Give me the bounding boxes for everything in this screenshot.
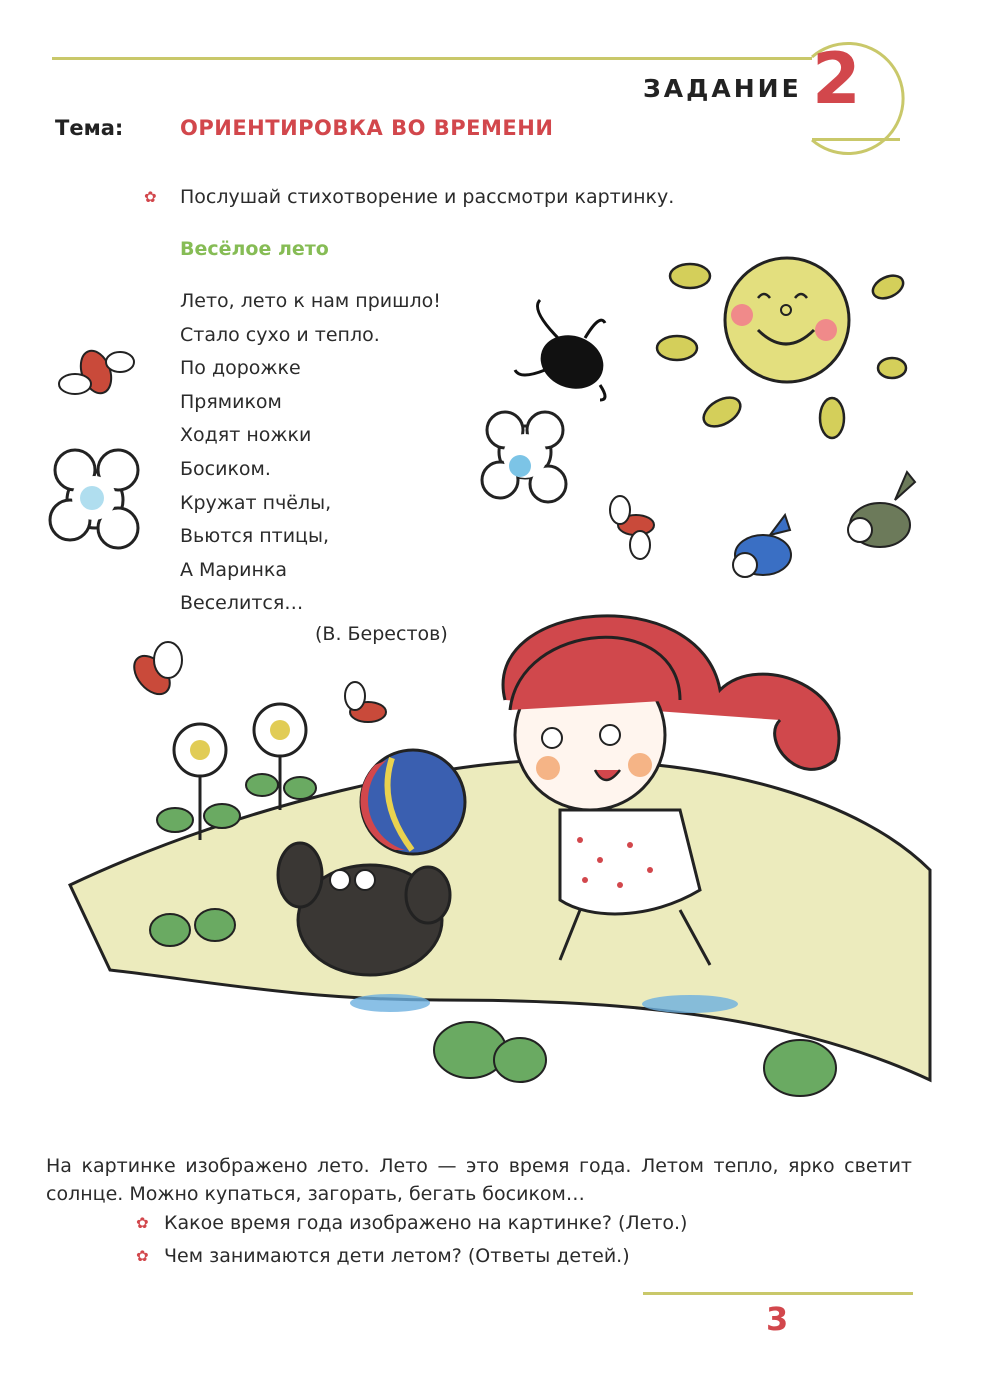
poem-line: По дорожке	[180, 357, 301, 380]
bird-icon	[733, 515, 791, 577]
white-flower-icon	[50, 450, 138, 548]
instruction	[144, 186, 675, 208]
poem-line: Веселится…	[180, 592, 304, 615]
poem-line: Босиком.	[180, 457, 271, 480]
white-flower-icon	[482, 412, 566, 502]
poem-body	[180, 285, 441, 621]
footer-rule	[643, 1292, 913, 1295]
bird-icon	[848, 472, 915, 547]
poem-line: Прямиком	[180, 390, 282, 413]
meadow-flower-icon	[157, 724, 240, 840]
header-rule-bottom	[812, 138, 900, 141]
poem-line: Лето, лето к нам пришло!	[180, 290, 441, 312]
bee-icon	[127, 642, 182, 701]
meadow-flower-icon	[246, 704, 316, 810]
topic-label: Тема:	[55, 116, 124, 140]
poem-line: А Маринка	[180, 558, 288, 581]
girl-icon	[503, 616, 839, 965]
poem-title: Весёлое лето	[180, 238, 329, 260]
flower-bullet-icon: ✿	[144, 188, 157, 206]
question-text: Какое время года изображено на картинке? (Лето.)	[164, 1212, 688, 1234]
header-rule	[52, 57, 812, 60]
question-text: Чем занимаются дети летом? (Ответы детей.)	[164, 1245, 630, 1267]
bee-icon	[610, 496, 654, 559]
poem-line: Стало сухо и тепло.	[180, 323, 380, 346]
instruction-text: Послушай стихотворение и рассмотри картинку.	[180, 186, 675, 208]
clover-icon	[764, 1040, 836, 1096]
poem-line: Ходят ножки	[180, 424, 312, 447]
poem-author: (В. Берестов)	[315, 623, 448, 645]
sun-icon	[657, 258, 907, 438]
ball-icon	[360, 750, 465, 854]
topic-title: ОРИЕНТИРОВКА ВО ВРЕМЕНИ	[180, 116, 554, 140]
clover-icon	[150, 909, 235, 946]
bee-icon	[59, 347, 134, 398]
task-number: 2	[812, 38, 861, 120]
flower-bullet-icon: ✿	[136, 1214, 149, 1232]
dog-icon	[278, 843, 450, 975]
flower-bullet-icon: ✿	[136, 1247, 149, 1265]
page-number: 3	[766, 1300, 789, 1338]
poem-line: Кружат пчёлы,	[180, 491, 332, 514]
meadow-ground	[70, 760, 930, 1080]
bee-icon	[790, 818, 828, 860]
bee-icon	[345, 682, 386, 722]
beetle-icon	[515, 300, 611, 400]
description-paragraph: На картинке изображено лето. Лето — это время года. Летом тепло, ярко светит солнце. Можно купаться, загорать, бегать босиком…	[46, 1155, 912, 1205]
poem-line: Вьются птицы,	[180, 525, 330, 548]
question-item	[136, 1212, 688, 1234]
clover-icon	[434, 1022, 546, 1082]
task-label: ЗАДАНИЕ	[643, 74, 802, 103]
question-item	[136, 1245, 630, 1267]
